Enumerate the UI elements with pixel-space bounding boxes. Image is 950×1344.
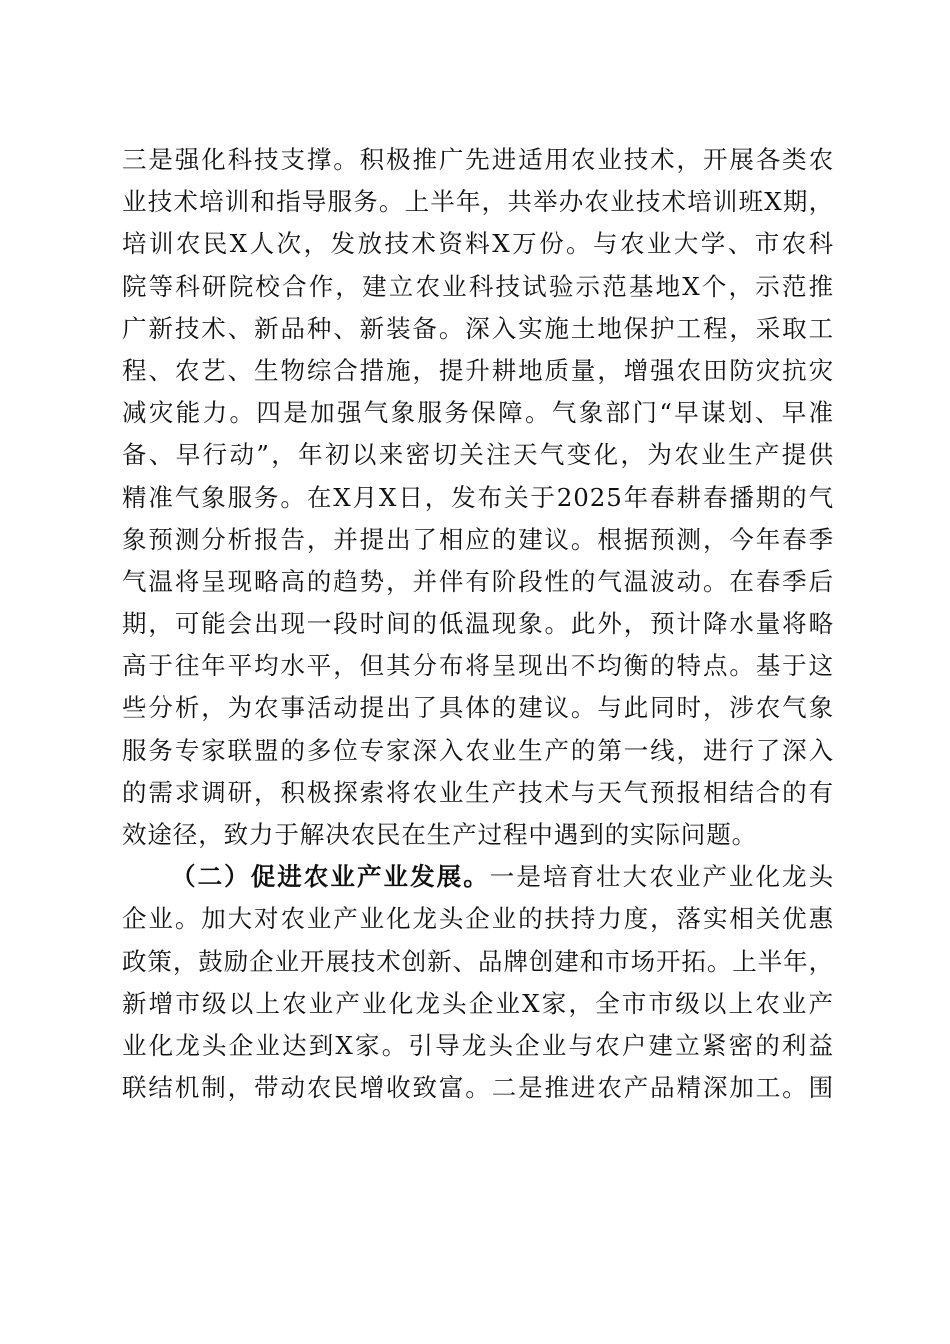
paragraph-line: 联结机制，带动农民增收致富。二是推进农产品精深加工。围 bbox=[122, 1073, 834, 1103]
paragraph-line: 气温将呈现略高的趋势，并伴有阶段性的气温波动。在春季后 bbox=[122, 566, 834, 596]
paragraph-line: 些分析，为农事活动提出了具体的建议。与此同时，涉农气象 bbox=[122, 693, 834, 723]
paragraph-line: 备、早行动”，年初以来密切关注天气变化，为农业生产提供 bbox=[122, 440, 834, 470]
paragraph-line: 服务专家联盟的多位专家深入农业生产的第一线，进行了深入 bbox=[122, 735, 834, 765]
section-first-line-text: 一是培育壮大农业产业化龙头 bbox=[489, 862, 834, 892]
paragraph-line: 培训农民X人次，发放技术资料X万份。与农业大学、市农科 bbox=[122, 229, 834, 259]
section-heading: （二）促进农业产业发展。 bbox=[171, 862, 490, 892]
paragraph-line: 业化龙头企业达到X家。引导龙头企业与农户建立紧密的利益 bbox=[122, 1030, 834, 1060]
paragraph-line: 新增市级以上农业产业化龙头企业X家，全市市级以上农业产 bbox=[122, 988, 834, 1018]
paragraph-line: 精准气象服务。在X月X日，发布关于2025年春耕春播期的气 bbox=[122, 482, 834, 512]
body-text bbox=[122, 139, 834, 1109]
paragraph-line: 广新技术、新品种、新装备。深入实施土地保护工程，采取工 bbox=[122, 313, 834, 343]
paragraph-line: 政策，鼓励企业开展技术创新、品牌创建和市场开拓。上半年， bbox=[122, 946, 834, 976]
paragraph-line: 象预测分析报告，并提出了相应的建议。根据预测，今年春季 bbox=[122, 524, 834, 554]
paragraph-line: 院等科研院校合作，建立农业科技试验示范基地X个，示范推 bbox=[122, 271, 834, 301]
paragraph-line: 高于往年平均水平，但其分布将呈现出不均衡的特点。基于这 bbox=[122, 651, 834, 681]
paragraph-line: 期，可能会出现一段时间的低温现象。此外，预计降水量将略 bbox=[122, 609, 834, 639]
paragraph-line: 减灾能力。四是加强气象服务保障。气象部门“早谋划、早准 bbox=[122, 398, 834, 428]
paragraph-line: 效途径，致力于解决农民在生产过程中遇到的实际问题。 bbox=[122, 820, 757, 849]
paragraph-line: 业技术培训和指导服务。上半年，共举办农业技术培训班X期， bbox=[122, 187, 834, 217]
section-first-line bbox=[122, 856, 834, 898]
paragraph-line: 程、农艺、生物综合措施，提升耕地质量，增强农田防灾抗灾 bbox=[122, 355, 834, 385]
paragraph-line: 企业。加大对农业产业化龙头企业的扶持力度，落实相关优惠 bbox=[122, 904, 834, 934]
paragraph-line: 三是强化科技支撑。积极推广先进适用农业技术，开展各类农 bbox=[122, 145, 834, 174]
paragraph-line: 的需求调研，积极探索将农业生产技术与天气预报相结合的有 bbox=[122, 777, 834, 807]
